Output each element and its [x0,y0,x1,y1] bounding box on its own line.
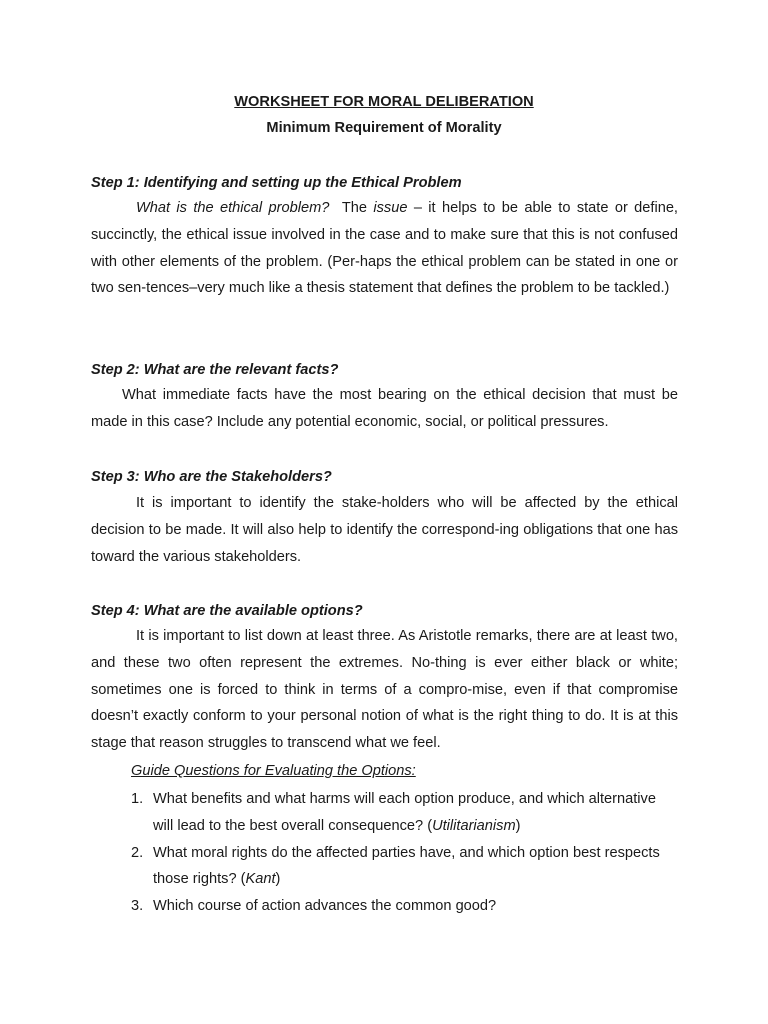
step2-paragraph [91,382,678,436]
document-title: WORKSHEET FOR MORAL DELIBERATION [234,94,534,110]
guide-question-text: What benefits and what harms will each option produce, and which alternative will lead to the best overall consequence? ( [153,791,656,834]
step1-heading: Step 1: Identifying and setting up the Ethical Problem [91,175,462,191]
guide-question-close: ) [275,871,281,888]
step3-paragraph [91,490,678,570]
step2-heading: Step 2: What are the relevant facts? [91,362,339,378]
guide-question-reference: Utilitarianism [432,817,516,834]
step3-body: It is important to identify the stake-holders who will be affected by the ethical decision to be made. It will also help to identify the correspond-ing obligations that one has toward the various stakeholders. [91,495,678,565]
guide-question-text: What moral rights do the affected parties have, and which option best respects those rights? ( [153,844,660,888]
guide-question [91,893,678,920]
guide-question [91,786,678,840]
step1-question: What is the ethical problem? [136,200,330,216]
step3-heading: Step 3: Who are the Stakeholders? [91,469,332,485]
guide-question-number: 2. [131,844,144,861]
step1-lead: The [341,200,367,216]
step1-body: – it helps to be able to state or define, succinctly, the ethical issue involved in the case and to make sure that this is not confused with other elements of the problem. (Per-haps the ethical problem can be stated in one or two sen-tences–very much like a thesis statement that defines the problem to be tackled.) [91,200,678,297]
step4-heading: Step 4: What are the available options? [91,603,363,619]
guide-questions-list [91,786,678,920]
guide-question-number: 1. [131,791,144,807]
step1-paragraph [91,195,678,302]
step4-body: It is important to list down at least three. As Aristotle remarks, there are at least two, and these two often represent the extremes. No-thing is ever either black or white; sometimes one is forced to think in terms of a compro-mise, even if that compromise doesn’t exactly conform to your personal notion of what is the right thing to do. It is at this stage that reason struggles to transcend what we feel. [91,628,678,752]
document-subtitle: Minimum Requirement of Morality [266,120,502,136]
step2-body: What immediate facts have the most bearing on the ethical decision that must be made in this case? Include any potential economic, social, or political pressures. [91,387,678,430]
guide-question-reference: Kant [245,871,276,888]
guide-question [91,840,678,894]
guide-question-text: Which course of action advances the common good? [153,898,497,915]
guide-question-number: 3. [131,898,144,915]
guide-questions-title: Guide Questions for Evaluating the Options: [131,763,416,779]
step4-paragraph [91,623,678,757]
guide-question-close: ) [515,817,521,834]
step1-issue-word: issue [373,200,408,216]
